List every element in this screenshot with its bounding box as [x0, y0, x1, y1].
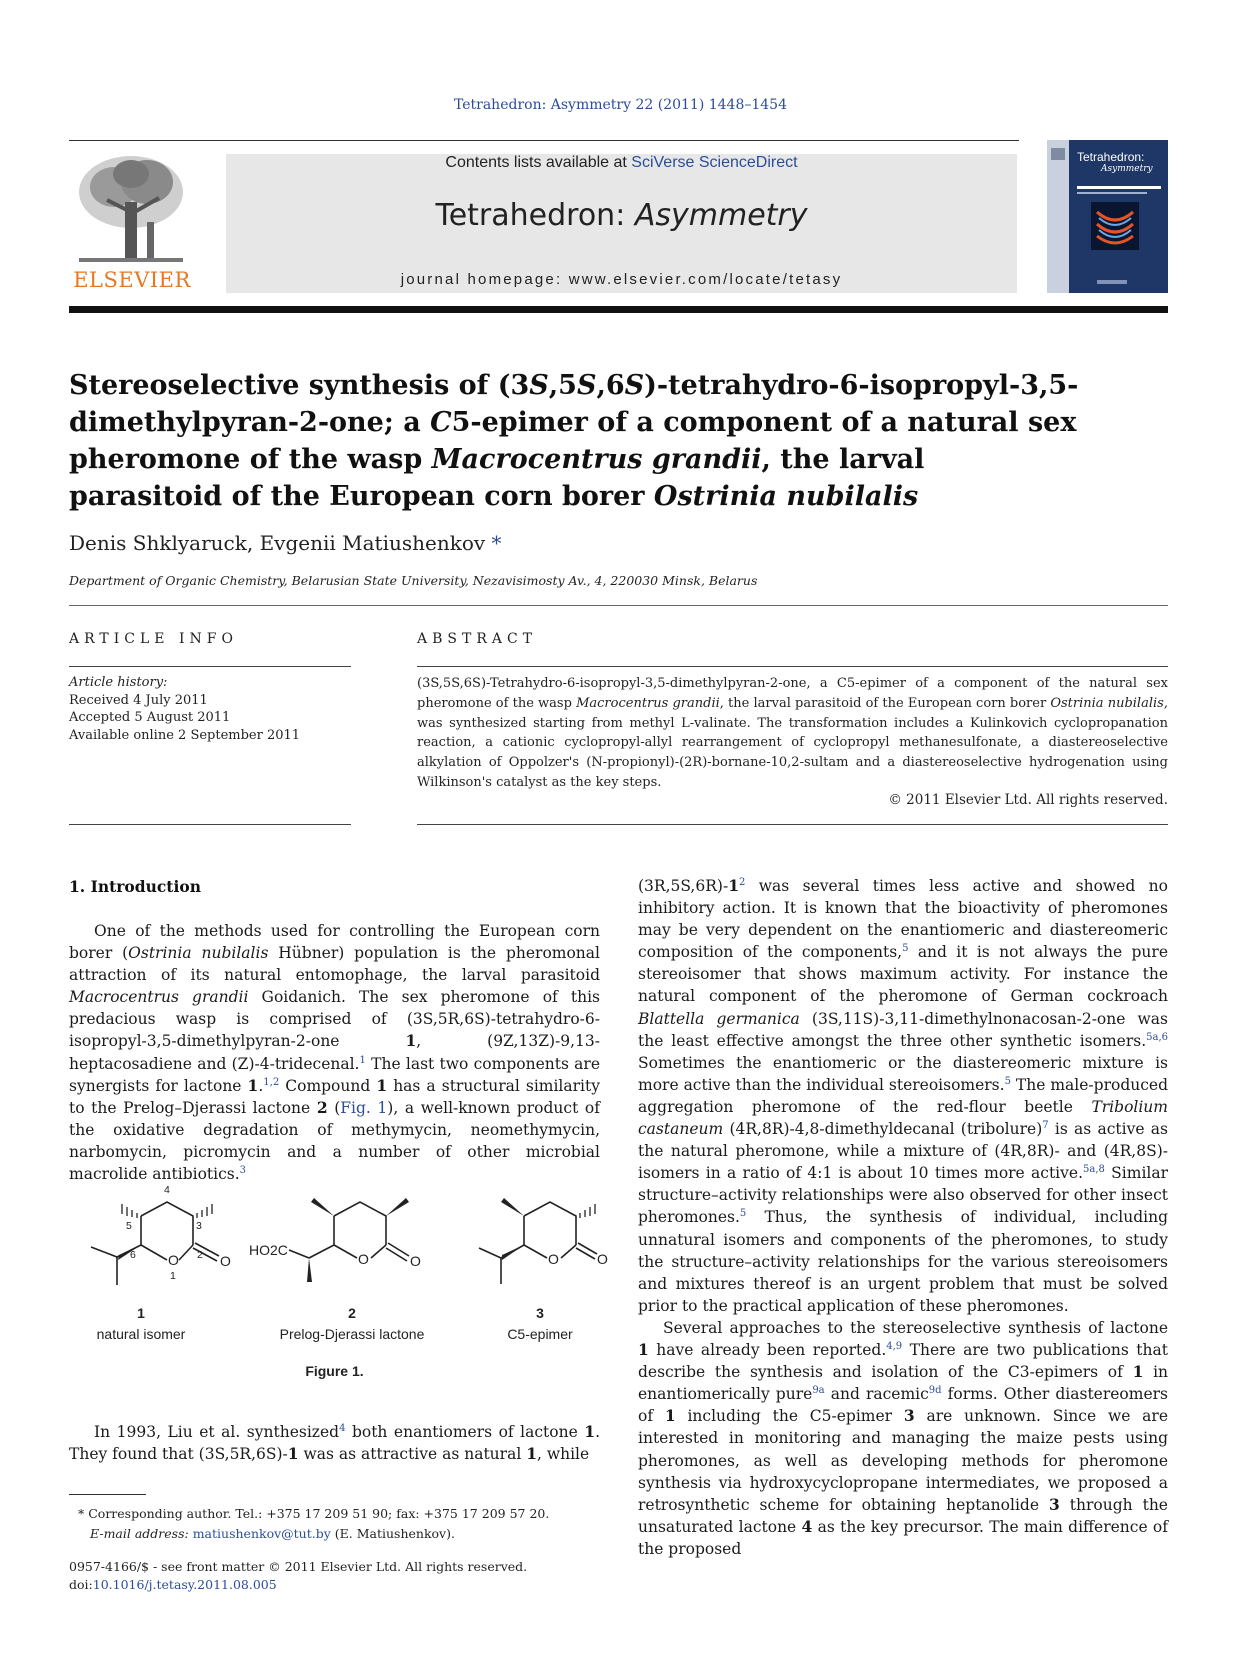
contents-line	[226, 154, 1017, 172]
compound-number: 3	[903, 1406, 915, 1426]
text-fragment: .	[258, 1076, 264, 1095]
title-part: S	[529, 370, 549, 401]
article-info-bottom-rule	[69, 824, 351, 825]
section-heading-introduction: 1. Introduction	[69, 877, 201, 896]
abstract-text	[417, 674, 1168, 793]
chemical-structures	[69, 1150, 608, 1350]
author-list	[69, 531, 502, 555]
publisher-name: ELSEVIER	[73, 268, 191, 292]
affiliation: Department of Organic Chemistry, Belarusian State University, Nezavisimosty Av., 4, 220030 Minsk, Belarus	[69, 573, 758, 588]
article-info-heading: ARTICLE INFO	[69, 631, 238, 647]
figure-caption: Figure 1.	[305, 1363, 364, 1379]
locant-4: 4	[164, 1184, 170, 1196]
ring-oxygen-1: O	[168, 1252, 179, 1268]
text-fragment: One of the methods used for controlling the European corn borer (	[69, 922, 600, 963]
citation-link[interactable]: 9a	[812, 1385, 825, 1397]
received-date: Received 4 July 2011	[69, 692, 208, 708]
text-fragment: including the C5-epimer	[675, 1407, 904, 1426]
text-fragment: have already been reported.	[648, 1341, 887, 1360]
compound-number: 1	[247, 1075, 259, 1095]
italic-term: Blattella germanica	[638, 1009, 800, 1028]
text-fragment: in enantiomerically pure	[638, 1363, 1169, 1404]
locant-6: 6	[130, 1249, 136, 1261]
corresponding-author-footnote	[78, 1504, 598, 1544]
abstract-heading: ABSTRACT	[417, 631, 538, 647]
title-part: 5-epimer of a component of a natural sex pheromone of the wasp	[69, 407, 1077, 475]
text-fragment: Hübner) population is the pheromonal attraction of its natural entomophage, the larval parasitoid	[69, 944, 600, 985]
italic-term: Macrocentrus grandii	[69, 988, 249, 1007]
journal-title	[226, 198, 1017, 233]
locant-2: 2	[197, 1249, 203, 1261]
citation-link[interactable]: 5a,8	[1083, 1164, 1105, 1176]
article-history	[69, 674, 300, 744]
locant-3: 3	[196, 1220, 202, 1232]
online-date: Available online 2 September 2011	[69, 727, 301, 743]
text-fragment: was as attractive as natural	[298, 1445, 527, 1464]
compound-number: 1	[664, 1406, 676, 1426]
abstract-bottom-rule	[417, 824, 1168, 825]
text-fragment: There are two publications that describe the synthesis and isolation of the C3-epimers of	[638, 1341, 1168, 1382]
doi-link[interactable]: 10.1016/j.tetasy.2011.08.005	[92, 1577, 277, 1592]
text-fragment: Goidanich. The sex pheromone of this predacious wasp is comprised of (3S,5R,6S)-tetrahydro-6-isopropyl-3,5-dimethylpyran-2-one	[69, 988, 600, 1051]
text-fragment: and it is not always the pure stereoisomer that shows maximum activity. For instance the natural component of the pheromone of German cockroach	[638, 943, 1168, 1006]
compound-number: 4	[801, 1516, 813, 1536]
footnote-text: Corresponding author. Tel.: +375 17 209 51 90; fax: +375 17 209 57 20.	[84, 1506, 550, 1521]
footnote-email-line	[78, 1524, 598, 1544]
issn-doi-block	[69, 1558, 527, 1594]
carbonyl-oxygen-1: O	[220, 1253, 231, 1269]
compound-3-name: C5-epimer	[507, 1326, 573, 1342]
journal-reference: Tetrahedron: Asymmetry 22 (2011) 1448–1454	[453, 97, 787, 113]
text-fragment: ), a well-known product of the oxidative degradation of methymycin, neomethymycin, narbomycin, picromycin and a number of other microbial macrolide antibiotics.	[69, 1098, 600, 1184]
text-fragment: In 1993, Liu et al. synthesized	[94, 1423, 340, 1441]
citation-link[interactable]: 3	[239, 1164, 247, 1176]
title-part: C	[430, 407, 452, 438]
history-label: Article history:	[69, 675, 168, 690]
intro-paragraph-2	[69, 1421, 600, 1465]
intro-paragraph-1: One of the methods used for controlling the European corn borer (Ostrinia nubilalis Hübner) population is the pheromonal attraction of its natural entomophage, the larval parasitoid Macrocentrus grandii Goidanich. The sex pheromone of this predacious wasp is comprised of (3S,5R,6S)-tetrahydro-6-isopropyl-3,5-dimethylpyran-2-one 1, (9Z,13Z)-9,13-heptacosadiene and (Z)-4-tridecenal.$^1$ The last two components are synergists for lactone 1.$^{1,2}$ Compound 1 has a structural similarity to the Prelog–Djerassi lactone 2 (Fig. 1), a well-known product of the oxidative degradation of methymycin, neomethymycin, narbomycin, picromycin and a number of other microbial macrolide antibiotics.$^3$	[69, 922, 601, 1184]
citation-link[interactable]: 5	[902, 943, 909, 955]
citation-link[interactable]: 4,9	[886, 1340, 903, 1352]
compound-number: 1	[405, 1031, 417, 1051]
title-part: , the larval parasitoid of the European corn borer	[69, 444, 925, 512]
title-species: Ostrinia nubilalis	[653, 481, 919, 512]
email-link[interactable]: matiushenkov@tut.by	[192, 1526, 331, 1541]
authors-names: Denis Shklyaruck, Evgenii Matiushenkov	[69, 531, 486, 555]
abstract-part: , was synthesized starting from methyl L-valinate. The transformation includes a Kulinkovich cyclopropanation reaction, a cationic cyclopropyl-allyl rearrangement of cyclopropyl methanesulfonate, a diastereoselective alkylation of Oppolzer's (N-propionyl)-(2R)-bornane-10,2-sultam and a diastereoselective hydrogenation using Wilkinson's catalyst as the key steps.	[417, 695, 1168, 790]
text-fragment: both enantiomers of lactone	[345, 1423, 585, 1441]
text-fragment: , (9Z,13Z)-9,13-heptacosadiene and (Z)-4-tridecenal.	[69, 1032, 601, 1073]
citation-link[interactable]: 2	[738, 876, 746, 888]
text-fragment: Similar structure–activity relationships were also observed for other insect pheromones.	[638, 1164, 1169, 1227]
cover-title: Tetrahedron:	[1077, 150, 1145, 164]
text-fragment: . They found that (3S,5R,6S)-	[69, 1423, 600, 1464]
email-label: E-mail address:	[90, 1526, 193, 1541]
citation-link[interactable]: 1,2	[263, 1076, 280, 1088]
abstract-part: , the larval parasitoid of the European corn borer	[719, 695, 1051, 711]
text-fragment: through the unsaturated lactone	[638, 1495, 1168, 1536]
citation-link[interactable]: 5	[739, 1208, 747, 1220]
citation-link[interactable]: 5a,6	[1146, 1031, 1168, 1043]
compound-2-name: Prelog-Djerassi lactone	[279, 1326, 425, 1342]
italic-term: Tribolium castaneum	[638, 1097, 1168, 1139]
header-thick-rule	[69, 306, 1168, 313]
article-info-rule	[69, 666, 351, 667]
citation-link[interactable]: 1	[359, 1054, 366, 1066]
abstract-species: Macrocentrus grandii	[576, 695, 720, 711]
figure-link[interactable]: Fig. 1	[340, 1098, 388, 1117]
text-fragment: , while	[537, 1445, 590, 1464]
compound-number: 2	[316, 1097, 328, 1117]
issn-line: 0957-4166/$ - see front matter © 2011 Elsevier Ltd. All rights reserved.	[69, 1559, 528, 1574]
title-part: ,5	[548, 370, 577, 401]
text-fragment: is as active as the natural pheromone, while a mixture of (4R,8R)- and (4R,8S)-isomers in a ratio of 4:1 is about 10 times more active.	[638, 1120, 1168, 1183]
compound-number: 1	[584, 1422, 596, 1441]
text-fragment: are unknown. Since we are interested in monitoring and managing the maize pests using pheromones, as well as developing methods for pheromone synthesis via hydroxycyclopropane intermediates, we proposed a retrosynthetic scheme for obtaining heptanolide	[638, 1407, 1168, 1514]
accepted-date: Accepted 5 August 2011	[69, 710, 231, 725]
citation-link[interactable]: 5	[1004, 1075, 1011, 1087]
compound-number: 1	[526, 1444, 537, 1464]
journal-homepage[interactable]: journal homepage: www.elsevier.com/locate/tetasy	[400, 271, 843, 288]
doi-label: doi:	[69, 1577, 93, 1592]
text-fragment: The last two components are synergists for lactone	[69, 1054, 600, 1095]
figure-1	[69, 1150, 608, 1354]
title-part: S	[576, 370, 597, 401]
title-part: S	[624, 370, 645, 401]
footnote-line	[78, 1504, 598, 1524]
abstract-part: (3S,5S,6S)-Tetrahydro-6-isopropyl-3,5-dimethylpyran-2-one, a C5-epimer of a component of the natural sex pheromone of the wasp	[417, 676, 1168, 711]
text-fragment: (4R,8R)-4,8-dimethyldecanal (tribolure)	[723, 1120, 1043, 1139]
text-fragment: was several times less active and showed no inhibitory action. It is known that the bioactivity of pheromones may be very dependent on the enantiomeric and diastereomeric composition of the components,	[638, 877, 1168, 962]
compound-number: 3	[1048, 1494, 1060, 1514]
title-part: )-tetrahydro-6-isopropyl-3,5-dimethylpyran-2-one; a	[69, 370, 1079, 438]
header-rule	[69, 140, 1019, 141]
text-fragment: Several approaches to the stereoselective synthesis of lactone	[663, 1319, 1168, 1337]
sciencedirect-link[interactable]: SciVerse ScienceDirect	[631, 154, 798, 171]
journal-title-italic: Asymmetry	[634, 198, 808, 233]
compound-1-number: 1	[137, 1305, 145, 1321]
footnote-mark: *	[78, 1506, 85, 1521]
article-title	[69, 367, 1079, 515]
compound-number: 1	[638, 1340, 649, 1360]
title-part: Stereoselective synthesis of (3	[69, 370, 530, 401]
compound-3-number: 3	[536, 1305, 544, 1321]
text-fragment: Sometimes the enantiomeric or the diastereomeric mixture is more active than the individual stereoisomers.	[638, 1053, 1168, 1094]
carbonyl-oxygen-2: O	[410, 1253, 421, 1269]
abstract-species: Ostrinia nubilalis	[1050, 695, 1164, 711]
abstract-rule	[417, 666, 1168, 667]
footnote-rule	[69, 1494, 146, 1495]
citation-link[interactable]: 4	[339, 1422, 346, 1434]
title-part: ,6	[596, 370, 625, 401]
compound-number: 1	[376, 1075, 388, 1095]
journal-title-plain: Tetrahedron:	[435, 198, 635, 233]
cover-subtitle: Asymmetry	[1101, 164, 1153, 174]
citation-link[interactable]: 9d	[928, 1385, 942, 1397]
compound-1-name: natural isomer	[96, 1326, 186, 1342]
doi-line	[69, 1576, 527, 1594]
compound-number: 1	[287, 1444, 299, 1464]
carboxyl-group: HO2C	[249, 1242, 288, 1258]
journal-cover	[1047, 140, 1168, 293]
ring-oxygen-2: O	[358, 1251, 369, 1267]
intro-paragraph-4	[638, 1317, 1168, 1560]
locant-5: 5	[126, 1220, 132, 1232]
text-fragment: The male-produced aggregation pheromone of the red-flour beetle	[638, 1075, 1168, 1116]
locant-1: 1	[170, 1270, 176, 1282]
copyright-notice: © 2011 Elsevier Ltd. All rights reserved.	[888, 792, 1168, 808]
affiliation-rule	[69, 605, 1168, 606]
title-species: Macrocentrus grandii	[431, 444, 762, 475]
text-fragment: and racemic	[824, 1385, 929, 1404]
text-fragment: as the key precursor. The main difference of the proposed	[638, 1517, 1168, 1558]
compound-number: 1	[728, 876, 739, 895]
compound-number: 1	[1132, 1362, 1144, 1382]
italic-term: Ostrinia nubilalis	[128, 944, 269, 963]
email-suffix: (E. Matiushenkov).	[330, 1526, 455, 1541]
ring-oxygen-3: O	[548, 1251, 559, 1267]
tree-icon	[69, 152, 193, 267]
corresponding-author-mark[interactable]: *	[491, 531, 502, 555]
text-fragment: Compound	[279, 1076, 377, 1095]
carbonyl-oxygen-3: O	[597, 1251, 608, 1267]
text-fragment: (3S,11S)-3,11-dimethylnonacosan-2-one was the least effective amongst the three other synthetic isomers.	[638, 1009, 1168, 1050]
text-fragment: has a structural similarity to the Prelog–Djerassi lactone	[69, 1076, 600, 1117]
citation-link[interactable]: 7	[1042, 1119, 1049, 1131]
text-fragment: forms. Other diastereomers of	[638, 1385, 1168, 1426]
intro-paragraph-3	[638, 875, 1168, 1317]
text-fragment: Thus, the synthesis of individual, including unnatural isomers and components of the pheromones, to study the structure–activity relationships for the various stereoisomers and mixtures thereof is an urgent problem that must be solved prior to the practical application of these pheromones.	[638, 1208, 1168, 1315]
contents-prefix: Contents lists available at	[445, 154, 632, 171]
text-fragment: (3R,5S,6R)-	[638, 877, 729, 895]
compound-2-number: 2	[348, 1305, 356, 1321]
